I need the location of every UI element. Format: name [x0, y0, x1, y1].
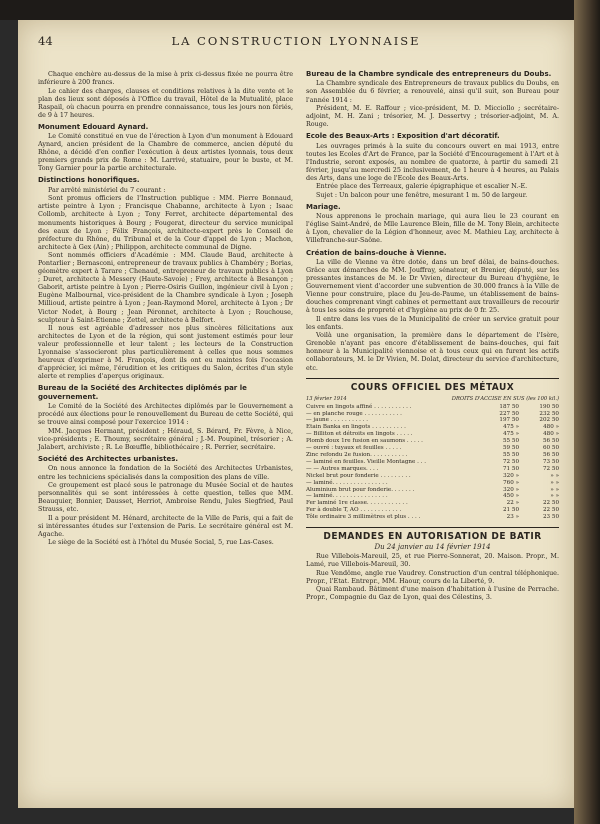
book-spine [574, 0, 600, 824]
metal-duty-price: 22 50 [542, 507, 559, 514]
paragraph: Le Comité de la Société des Architectes diplômés par le Gouvernement a procédé aux élections pour le renouvellement du Bureau de cette Société, qui se trouve ainsi composé pour l'exercice 1914 : [38, 402, 293, 427]
metal-name: Tôle ordinaire 3 millimètres et plus . . . . [306, 514, 421, 521]
metal-name: Aluminium brut pour fonderie. . . . . . . [306, 486, 415, 493]
paragraph: MM. Jacques Hermant, président ; Héraud, S. Bérard, Fr. Fèvre, à Nice, vice-présidents ; E. Thoumy, secrétaire général ; J.-M. Poupinel, trésorier ; A. Jalabert, archiviste ; R. Le Bœuffle, bibliothécaire ; R. Perrier, secrétaire. [38, 426, 293, 451]
permit-entry: Rue Vendôme, angle rue Vaudrey. Construction d'un central téléphonique. Propr., l'Etat. Entrepr., MM. Haour, cours de la Liberté, 9. [306, 568, 559, 585]
metals-row [306, 473, 559, 480]
metal-price: 197 50 [499, 417, 519, 424]
metal-name: Nickel brut pour fonderie . . . . . . . . . [306, 472, 411, 479]
metal-duty-price: 73 50 [542, 458, 559, 465]
metal-name: Plomb doux 1re fusion en saumons . . . . . [306, 438, 423, 445]
metals-row [306, 514, 559, 521]
metals-row [306, 404, 559, 411]
paragraph: La ville de Vienne va être dotée, dans un bref délai, de bains-douches. Grâce aux démarches de MM. Jouffray, sénateur, et Brenier, député, sur les pressantes instances de M. le Dr Vivien, directeur du Bureau d'hygiène, le Gouvernement vient d'accorder une subvention de 30.000 francs à la Ville de Vienne pour construire, place du Jeu-de-Paume, un établissement de bains-douches comprenant vingt cabines et permettant aux travailleurs de recourir à tous les soins de propreté et d'hygiène au prix de 0 fr. 25. [306, 257, 559, 315]
metal-duty-price: 72 50 [542, 465, 559, 472]
metal-duty-price: » » [550, 479, 559, 486]
metal-duty-price: 56 50 [542, 451, 559, 458]
paragraph: Il a pour président M. Hénard, architecte de la Ville de Paris, qui a fait de si intéressantes études sur l'extension de Paris. Le secrétaire général est M. Agache. [38, 513, 293, 538]
paragraph: Président, M. E. Raffour ; vice-président, M. D. Micciollo ; secrétaire-adjoint, M. H. Zani ; trésorier, M. J. Dessertvy ; trésorier-adjoint, M. A. Rouge. [306, 104, 559, 129]
metal-price: 187 50 [499, 403, 519, 410]
paragraph: Le siège de la Société est à l'hôtel du Musée Social, 5, rue Las-Cases. [48, 538, 274, 547]
metal-name: Etain Banka en lingots . . . . . . . . . . [306, 424, 406, 431]
metals-date: 13 février 1914 [306, 395, 347, 402]
permit-entry: Rue Villebois-Mareuil, 25, et rue Pierre-Sonnerat, 20. Maison. Propr., M. Lamé, rue Villebois-Mareuil, 30. [306, 552, 559, 569]
metal-price: 55 50 [502, 451, 519, 458]
metal-duty-price: » » [550, 486, 559, 493]
metal-duty-price: 232 50 [539, 410, 559, 417]
metal-duty-price: 23 50 [542, 514, 559, 521]
left-column [38, 70, 293, 547]
metal-name: Fer à double T, AO . . . . . . . . . . . . [306, 507, 402, 514]
paragraph: Le Comité constitué en vue de l'érection à Lyon d'un monument à Edouard Aynard, ancien président de la Chambre de commerce, ancien député du Rhône, a décidé d'en confier l'exécution à deux artistes lyonnais, tous deux premiers grands prix de Rome : M. Larrivé, statuaire, pour le buste, et M. Tony Garnier pour la partie architecturale. [38, 132, 293, 173]
metals-row [306, 480, 559, 487]
page-number: 44 [38, 34, 53, 48]
building-permits-list [306, 552, 559, 601]
metal-name: Zinc refondu 2e fusion. . . . . . . . . . . [306, 451, 408, 458]
metals-row [306, 411, 559, 418]
section-heading-mariage: Mariage. [306, 202, 341, 211]
paragraph: Le cahier des charges, clauses et conditions relatives à la dite vente et le plan des lieux sont déposés à l'Office du travail, Hôtel de la Mutualité, place Raspail, où chacun pourra en prendre connaissance, tous les jours non fériés, de 9 à 17 heures. [38, 86, 293, 119]
metals-table-header [306, 396, 559, 402]
paragraph: Sont promus officiers de l'Instruction publique : MM. Pierre Bonnaud, artiste peintre à Lyon ; Francisque Chabanne, architecte à Lyon ; Isaac Collomb, architecte à Lyon ; Tony Ferret, architecte départemental des monuments historiques à Bourg ; Fougerat, directeur du service municipal des eaux de Lyon ; Félix François, architecte-expert près le Conseil de préfecture du Rhône, du Tribunal et de la Cour d'appel de Lyon ; Machon, architecte à Gex (Ain) ; Philippon, architecte communal de Digne. [38, 194, 293, 251]
metal-price: 450 » [503, 493, 519, 500]
metals-row [306, 466, 559, 473]
paragraph: Chaque enchère au-dessus de la mise à prix ci-dessus fixée ne pourra être inférieure à 200 francs. [38, 70, 293, 87]
paragraph: Il nous est agréable d'adresser nos plus sincères félicitations aux architectes de Lyon et de la région, qui sont justement estimés pour leur valeur professionnelle et leur talent ; les lecteurs de la Construction Lyonnaise s'associeront plus particulièrement à celles que nous sommes heureux d'exprimer à M. François, dont ils ont eu maintes fois l'occasion d'apprécier, ici même, l'érudition et les critiques du Salon, écrites d'un style alerte et remplies d'aperçus originaux. [38, 324, 293, 381]
paragraph: Nous apprenons le prochain mariage, qui aura lieu le 23 courant en l'église Saint-André, de Mlle Laurence Blein, fille de M. Tony Blein, architecte à Lyon, chevalier de la Légion d'honneur, avec M. Mathieu Lay, architecte à Villefranche-sur-Saône. [306, 212, 559, 245]
metal-duty-price: 22 50 [542, 500, 559, 507]
metals-row [306, 452, 559, 459]
metal-name: — ouvré : tuyaux et feuilles . . . . . [306, 445, 402, 452]
metal-name: — jaune . . . . . . . . . . . [306, 417, 369, 424]
metal-price: 59 50 [502, 445, 519, 452]
section-heading-beaux-arts: Ecole des Beaux-Arts : Exposition d'art décoratif. [306, 132, 500, 141]
metal-duty-price: 202 50 [539, 417, 559, 424]
paragraph: Il entre dans les vues de la Municipalité de créer un service gratuit pour les enfants. [306, 314, 559, 331]
metal-duty-price: 190 50 [539, 403, 559, 410]
metal-price: 72 50 [502, 458, 519, 465]
metals-row [306, 445, 559, 452]
metals-duty-label: DROITS D'ACCISE EN SUS (les 100 kil.) [451, 395, 559, 402]
permit-entry: Quai Rambaud. Bâtiment d'une maison d'habitation à l'usine de Perrache. Propr., Compagnie du Gaz de Lyon, quai des Célestins, 3. [306, 585, 559, 602]
metal-name: — laminé. . . . . . . . . . . . . . . . [306, 479, 388, 486]
building-permits-date-range: Du 24 janvier au 14 février 1914 [374, 543, 491, 552]
paragraph: Voilà une organisation, la première dans le département de l'Isère, Grenoble n'ayant pas encore d'établissement de bains-douches, qui fait honneur à la Municipalité viennoise et à tous ceux qui en furent les actifs collaborateurs, M. le Dr Vivien, M. Dolat, directeur du service d'architecture, etc. [306, 331, 559, 372]
paragraph: Entrée place des Terreaux, galerie épigraphique et escalier N.-E. [316, 182, 528, 191]
metal-price: 71 50 [502, 465, 519, 472]
section-heading-distinctions: Distinctions honorifiques. [38, 176, 140, 185]
metal-name: Cuivre en lingots affiné . . . . . . . . . . . [306, 403, 412, 410]
paragraph: Sont nommés officiers d'Académie : MM. Claude Baud, architecte à Pontarlier ; Bernasconi, entrepreneur de travaux publics à Chambéry ; Borias, géomètre expert à Tarare ; Chenaud, entrepreneur de travaux publics à Lyon ; Duret, architecte à Messery (Haute-Savoie) ; Frey, architecte à Besançon ; Gaborit, artiste peintre à Lyon ; Pierre-Osiris Guillon, ingénieur civil à Lyon ; Eugène Malbournal, vice-président de la Chambre syndicale à Lyon ; Joseph Millioud, artiste peintre à Lyon ; Jean-Raymond Morel, architecte à Lyon ; Dr Victor Nodet, à Bourg ; Jean Péronnet, architecte à Lyon ; Rouchouse, sculpteur à Saint-Etienne ; Zettel, architecte à Belfort. [38, 251, 293, 324]
metals-row [306, 459, 559, 466]
section-heading-urbanistes: Société des Architectes urbanistes. [38, 455, 179, 464]
right-column [306, 70, 559, 602]
running-header [38, 34, 554, 50]
paragraph: La Chambre syndicale des Entrepreneurs de travaux publics du Doubs, en son Assemblée du 6 février, a renouvelé, ainsi qu'il suit, son Bureau pour l'année 1914 : [306, 79, 559, 104]
metal-price: 21 50 [502, 507, 519, 514]
metals-price-title: COURS OFFICIEL DES MÉTAUX [306, 378, 559, 392]
scan-top-edge [0, 0, 600, 20]
metal-name: — Billiton et détroits en lingots . . . . . [306, 431, 413, 438]
metal-price: 22 » [506, 500, 519, 507]
paragraph: Ce groupement est placé sous le patronage du Musée Social et de hautes personnalités qui se sont intéressées à cette question, telles que MM. Beauquier, Bonnier, Dausset, Herriot, Ambroise Rendu, Jules Siegfried, Paul Strauss, etc. [38, 481, 293, 514]
metal-duty-price: 480 » [543, 431, 559, 438]
building-permits-title: DEMANDES EN AUTORISATION DE BATIR [306, 527, 559, 541]
metal-name: — laminé. . . . . . . . . . . . . . . . [306, 493, 388, 500]
metal-price: 320 » [503, 472, 519, 479]
section-heading-aynard: Monument Edouard Aynard. [38, 122, 149, 131]
journal-title: LA CONSTRUCTION LYONNAISE [171, 34, 421, 48]
paragraph: On nous annonce la fondation de la Société des Architectes Urbanistes, entre les techniciens spécialisés dans la composition des plans de ville. [38, 464, 293, 481]
metal-duty-price: 60 50 [542, 445, 559, 452]
metal-price: 23 » [506, 514, 519, 521]
metals-row [306, 431, 559, 438]
section-heading-bains-douche: Création de bains-douche à Vienne. [306, 248, 447, 257]
metal-duty-price: » » [550, 472, 559, 479]
section-heading-bureau: Bureau de la Société des Architectes diplômés par le gouvernement. [38, 384, 247, 401]
journal-page [18, 20, 574, 808]
metal-price: 475 » [503, 431, 519, 438]
metal-price: 55 50 [502, 438, 519, 445]
metal-name: Fer laminé 1re classe. . . . . . . . . . . . [306, 500, 408, 507]
metal-duty-price: » » [550, 493, 559, 500]
metal-price: 227 50 [499, 410, 519, 417]
metals-row [306, 417, 559, 424]
paragraph: Les ouvrages primés à la suite du concours ouvert en mai 1913, entre toutes les Ecoles d'Art de France, par la Société d'Encouragement à l'Art et à l'Industrie, seront exposés, au nombre de quatorze, à partir du samedi 21 février, jusqu'au mercredi 25 inclusivement, de 1 heure à 4 heures, au Palais des Arts, dans une loge de l'Ecole des Beaux-Arts. [306, 141, 559, 182]
metal-price: 760 » [503, 479, 519, 486]
metals-price-table [306, 404, 559, 521]
metal-name: — en planche rouge . . . . . . . . . . . [306, 410, 402, 417]
section-heading-chambre-syndicale: Bureau de la Chambre syndicale des entrepreneurs du Doubs. [306, 70, 552, 78]
metal-price: 320 » [503, 486, 519, 493]
paragraph: Par arrêté ministériel du 7 courant : [48, 185, 166, 194]
metal-price: 475 » [503, 424, 519, 431]
metal-duty-price: 56 50 [542, 438, 559, 445]
metal-duty-price: 480 » [543, 424, 559, 431]
metal-name: — — Autres marques. . . . [306, 465, 379, 472]
metal-name: — laminé en feuilles. Vieille Montagne . . . [306, 458, 426, 465]
paragraph: Sujet : Un balcon pour une fenêtre, mesurant 1 m. 50 de largeur. [316, 190, 528, 199]
